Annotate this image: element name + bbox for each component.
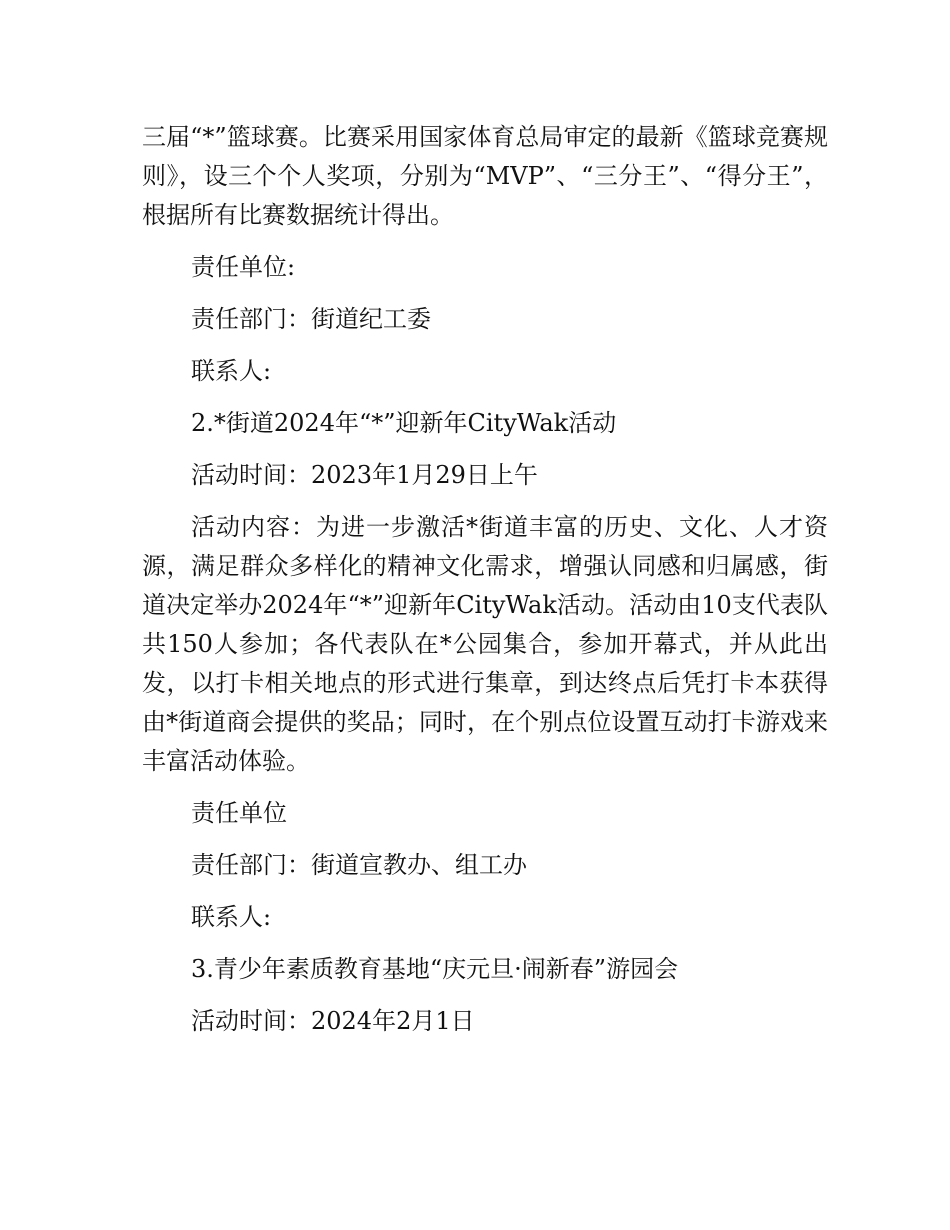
paragraph-activity-time-2: 活动时间：2023年1月29日上午 bbox=[191, 461, 538, 489]
paragraph-activity-content-2: 活动内容：为进一步激活*街道丰富的历史、文化、人才资源，满足群众多样化的精神文化需求，增强认同感和归属感，街道决定举办2024年“*”迎新年CityWak活动。活动由10支代表队共150人参加；各代表队在*公园集合，参加开幕式，并从此出发，以打卡相关地点的形式进行集章，到达终点后凭打卡本获得由*街道商会提供的奖品；同时，在个别点位设置互动打卡游戏来丰富活动体验。 bbox=[142, 513, 828, 775]
paragraph-contact-2: 联系人: bbox=[191, 903, 272, 931]
paragraph-basketball-rules: 三届“*”篮球赛。比赛采用国家体育总局审定的最新《篮球竞赛规则》，设三个个人奖项，分别为“MVP”、“三分王”、“得分王”，根据所有比赛数据统计得出。 bbox=[142, 123, 828, 229]
heading-item-3: 3.青少年素质教育基地“庆元旦·闹新春”游园会 bbox=[191, 955, 679, 983]
paragraph-activity-time-3: 活动时间：2024年2月1日 bbox=[191, 1007, 475, 1035]
paragraph-responsible-dept-2: 责任部门：街道宣教办、组工办 bbox=[191, 851, 527, 879]
paragraph-responsible-unit-1: 责任单位: bbox=[191, 253, 296, 281]
paragraph-responsible-unit-2: 责任单位 bbox=[191, 799, 287, 827]
paragraph-contact-1: 联系人: bbox=[191, 357, 272, 385]
heading-item-2: 2.*街道2024年“*”迎新年CityWak活动 bbox=[191, 409, 617, 437]
document-page bbox=[142, 118, 828, 1054]
paragraph-responsible-dept-1: 责任部门：街道纪工委 bbox=[191, 305, 431, 333]
